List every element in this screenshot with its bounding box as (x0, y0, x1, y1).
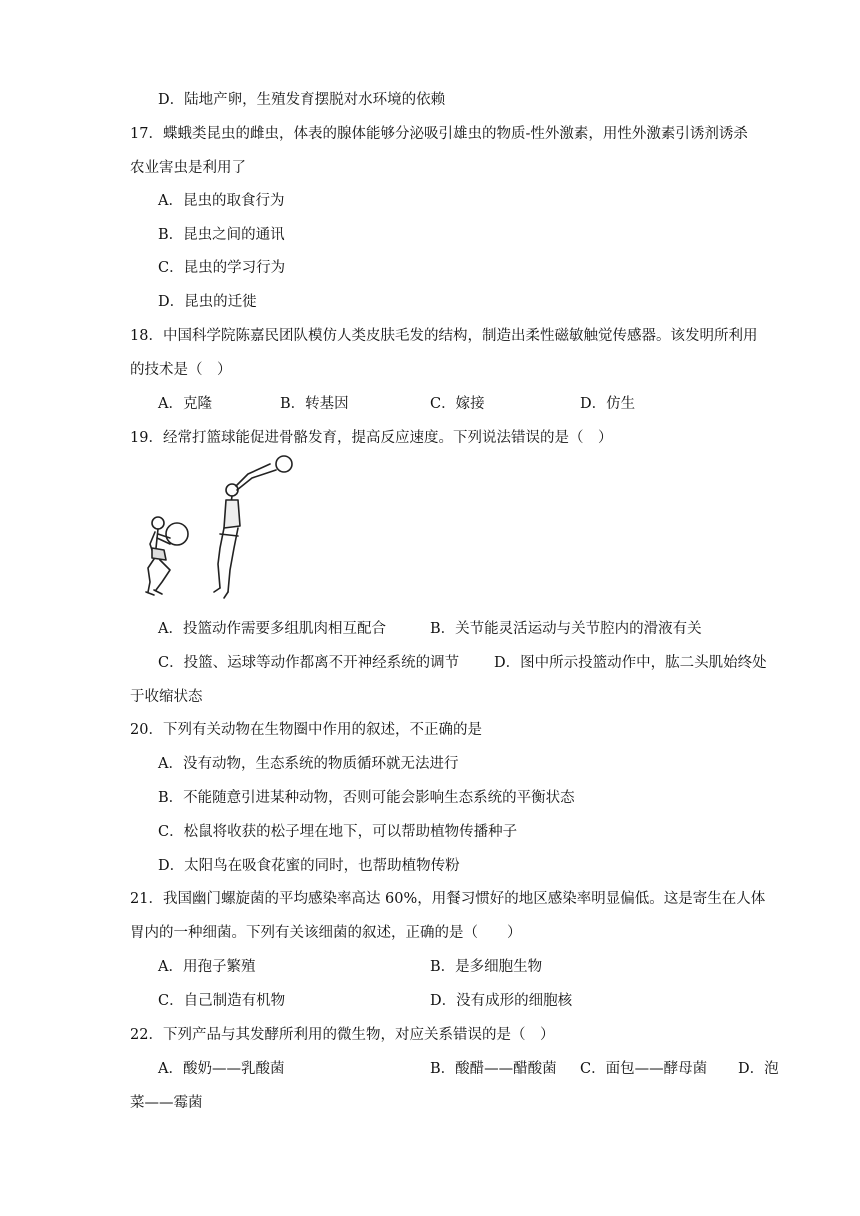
q17-option-b: B．昆虫之间的通讯 (158, 227, 285, 243)
q17-stem-line1: 17．蝶蛾类昆虫的雌虫，体表的腺体能够分泌吸引雄虫的物质-性外激素，用性外激素引诱剂诱杀 (130, 126, 748, 142)
q21-stem-line2: 胃内的一种细菌。下列有关该细菌的叙述，正确的是（ ） (130, 925, 522, 941)
q22-option-d-line1: D．泡 (738, 1061, 779, 1077)
q17-option-c: C．昆虫的学习行为 (158, 260, 286, 276)
q21-option-b: B．是多细胞生物 (430, 959, 543, 975)
q17-option-d: D．昆虫的迁徙 (158, 294, 257, 310)
q20-option-d: D．太阳鸟在吸食花蜜的同时，也帮助植物传粉 (158, 858, 460, 874)
q22-option-d-line2: 菜——霉菌 (130, 1095, 203, 1111)
q16-option-d: D．陆地产卵，生殖发育摆脱对水环境的依赖 (158, 92, 446, 108)
q20-option-c: C．松鼠将收获的松子埋在地下，可以帮助植物传播种子 (158, 824, 518, 840)
q22-stem: 22．下列产品与其发酵所利用的微生物，对应关系错误的是（ ） (130, 1027, 555, 1043)
q21-option-c: C．自己制造有机物 (158, 993, 286, 1009)
q18-option-d: D．仿生 (580, 396, 636, 412)
q19-stem: 19．经常打篮球能促进骨骼发育，提高反应速度。下列说法错误的是（ ） (130, 430, 613, 446)
q18-option-a: A．克隆 (158, 396, 212, 412)
q18-option-b: B．转基因 (280, 396, 349, 412)
q19-option-d-line1: D．图中所示投篮动作中，肱二头肌始终处 (494, 655, 767, 671)
q20-option-a: A．没有动物，生态系统的物质循环就无法进行 (158, 756, 459, 772)
q17-stem-line2: 农业害虫是利用了 (130, 160, 246, 176)
q21-stem-line1: 21．我国幽门螺旋菌的平均感染率高达 60%，用餐习惯好的地区感染率明显偏低。这是寄生在人体 (130, 891, 766, 907)
q17-option-a: A．昆虫的取食行为 (158, 193, 285, 209)
q20-option-b: B．不能随意引进某种动物，否则可能会影响生态系统的平衡状态 (158, 790, 575, 806)
q18-stem-line1: 18．中国科学院陈嘉民团队模仿人类皮肤毛发的结构，制造出柔性磁敏触觉传感器。该发明所利用 (130, 328, 758, 344)
q18-stem-line2: 的技术是（ ） (130, 362, 232, 378)
ball-icon (166, 523, 188, 545)
q21-option-d: D．没有成形的细胞核 (430, 993, 573, 1009)
q19-option-c: C．投篮、运球等动作都离不开神经系统的调节 (158, 655, 460, 671)
dribbling-player-illustration (146, 517, 188, 595)
q18-option-c: C．嫁接 (430, 396, 485, 412)
q20-stem: 20．下列有关动物在生物圈中作用的叙述，不正确的是 (130, 722, 482, 738)
basketball-figure (140, 452, 310, 607)
q21-option-a: A．用孢子繁殖 (158, 959, 256, 975)
q22-option-b: B．酸醋——醋酸菌 (430, 1061, 557, 1077)
q19-option-b: B．关节能灵活运动与关节腔内的滑液有关 (430, 621, 702, 637)
ball-icon (276, 456, 292, 472)
q22-option-c: C．面包——酵母菌 (580, 1061, 708, 1077)
q19-option-d-line2: 于收缩状态 (130, 689, 203, 705)
q19-option-a: A．投篮动作需要多组肌肉相互配合 (158, 621, 386, 637)
shooting-player-illustration (214, 456, 292, 598)
q22-option-a: A．酸奶——乳酸菌 (158, 1061, 285, 1077)
